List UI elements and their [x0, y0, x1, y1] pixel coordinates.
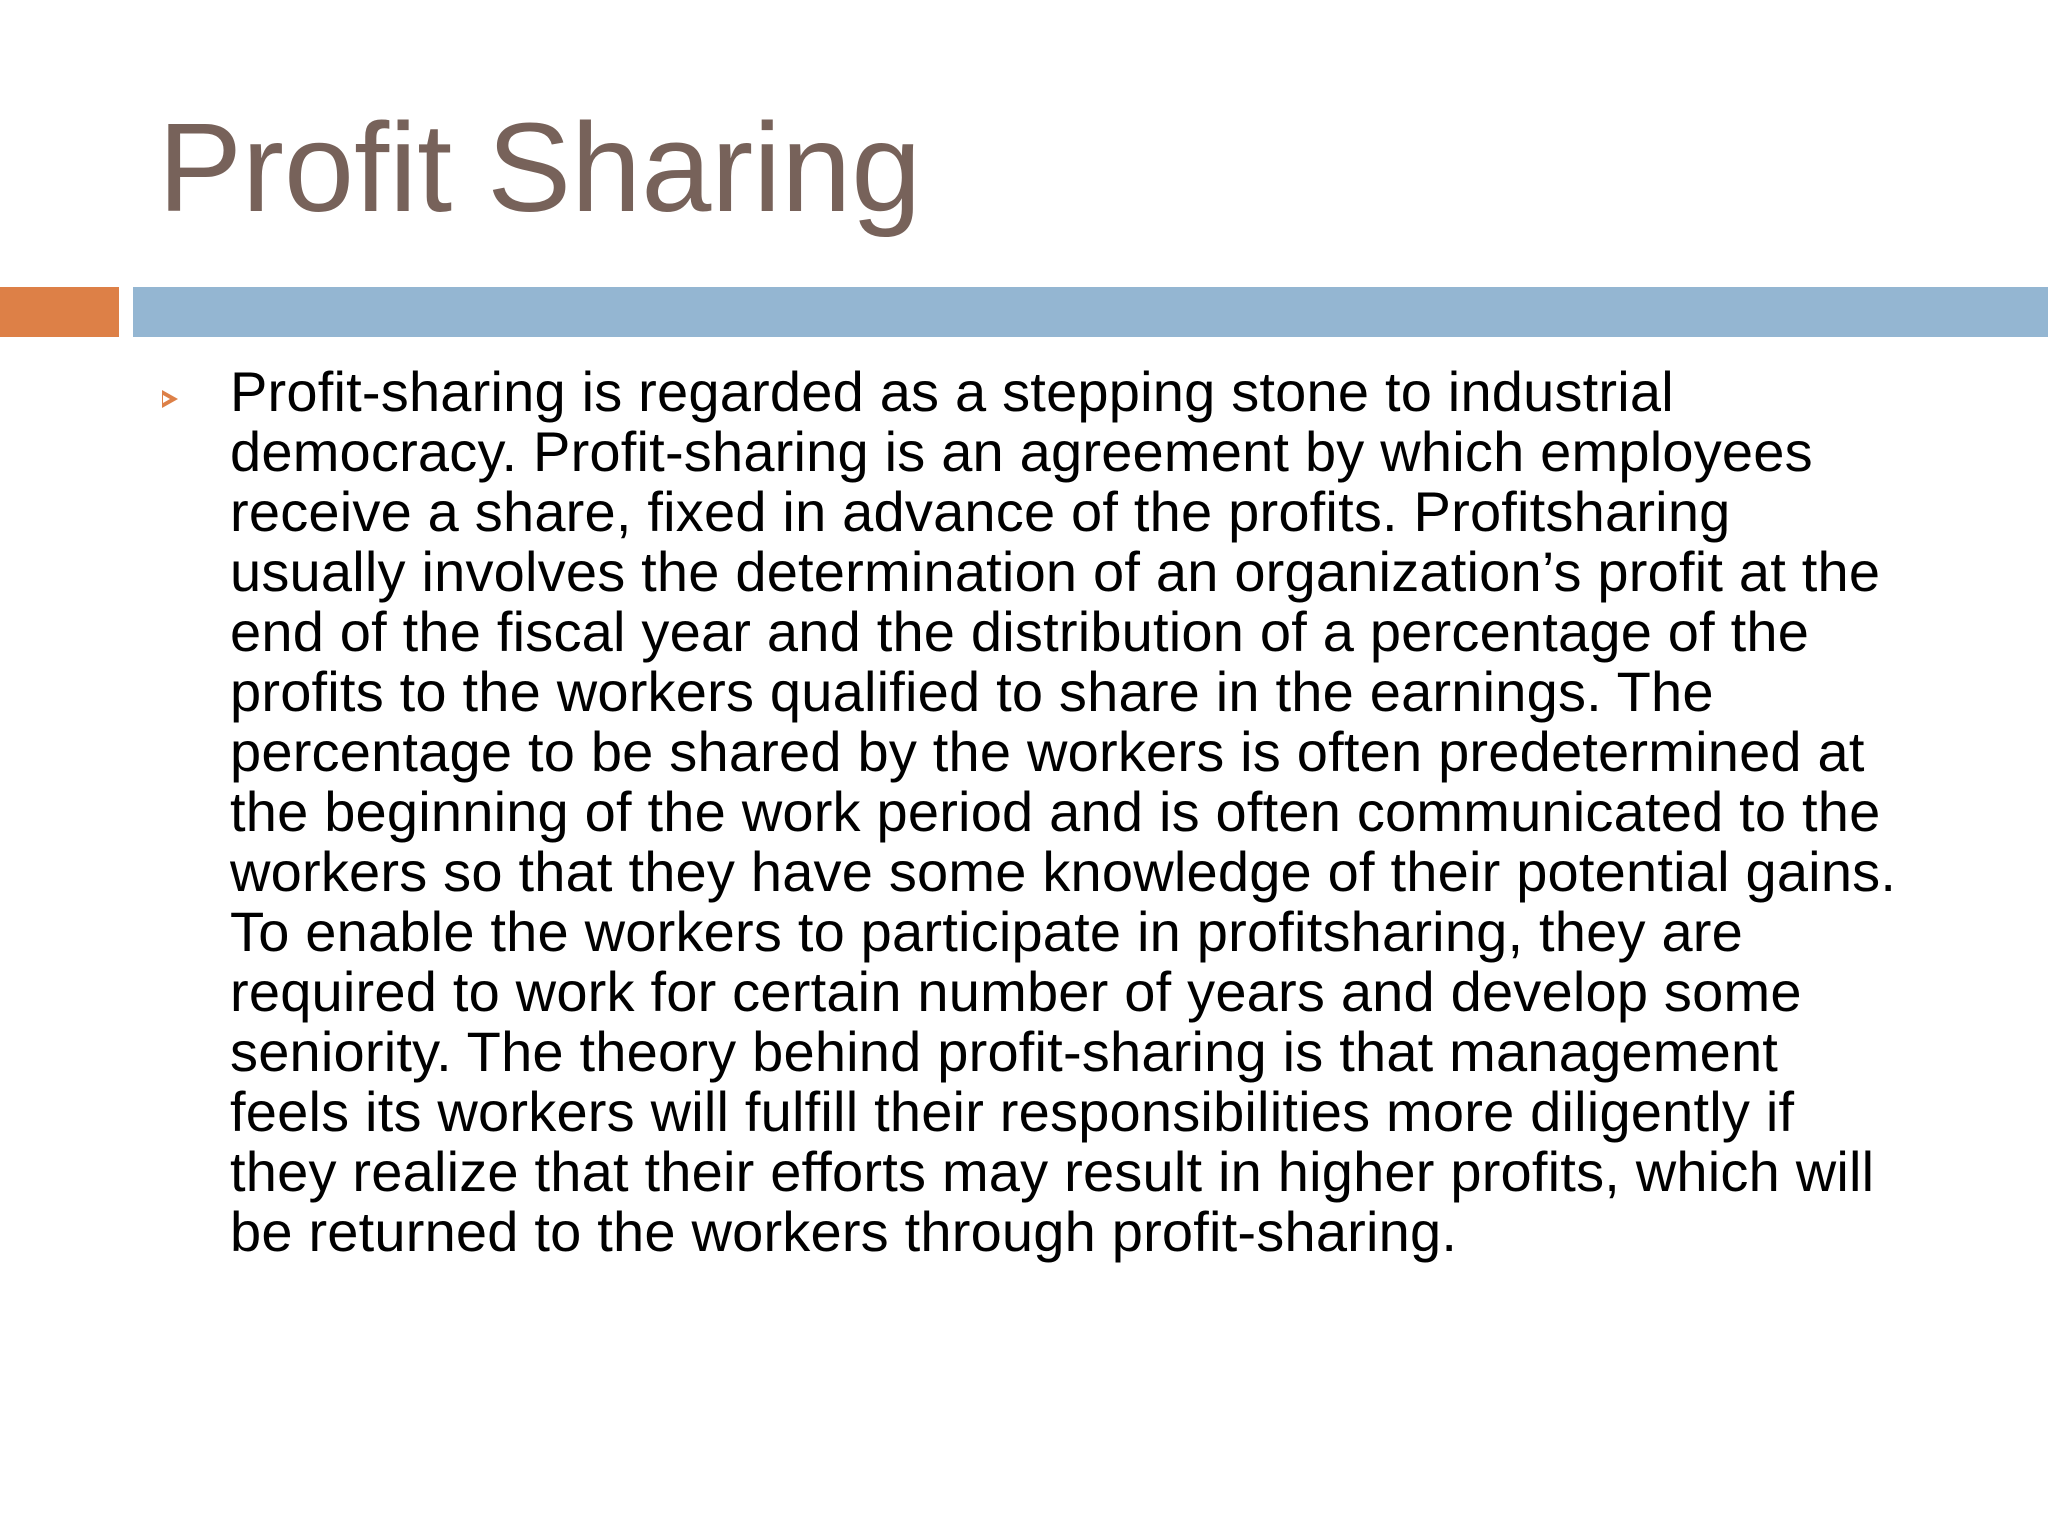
title-accent-block — [0, 287, 119, 337]
slide-title: Profit Sharing — [158, 97, 922, 238]
bullet-item — [150, 362, 1910, 1262]
bullet-text: Profit-sharing is regarded as a stepping stone to industrial democracy. Profit-sharing is an agreement by which employees receive a share, fixed in advance of the profits. Profitsharing usually involves the determination of an organization’s profit at the end of the fiscal year and the distribution of a percentage of the profits to the workers qualified to share in the earnings. The percentage to be shared by the workers is often predetermined at the beginning of the work period and is often communicated to the workers so that they have some knowledge of their potential gains. To enable the workers to participate in profitsharing, they are required to work for certain number of years and develop some seniority. The theory behind profit-sharing is that management feels its workers will fulfill their responsibilities more diligently if they realize that their efforts may result in higher profits, which will be returned to the workers through profit-sharing. — [230, 360, 1897, 1263]
bullet-list — [150, 362, 1910, 1262]
arrowhead-bullet-icon — [162, 390, 178, 408]
title-accent-band — [133, 287, 2048, 337]
